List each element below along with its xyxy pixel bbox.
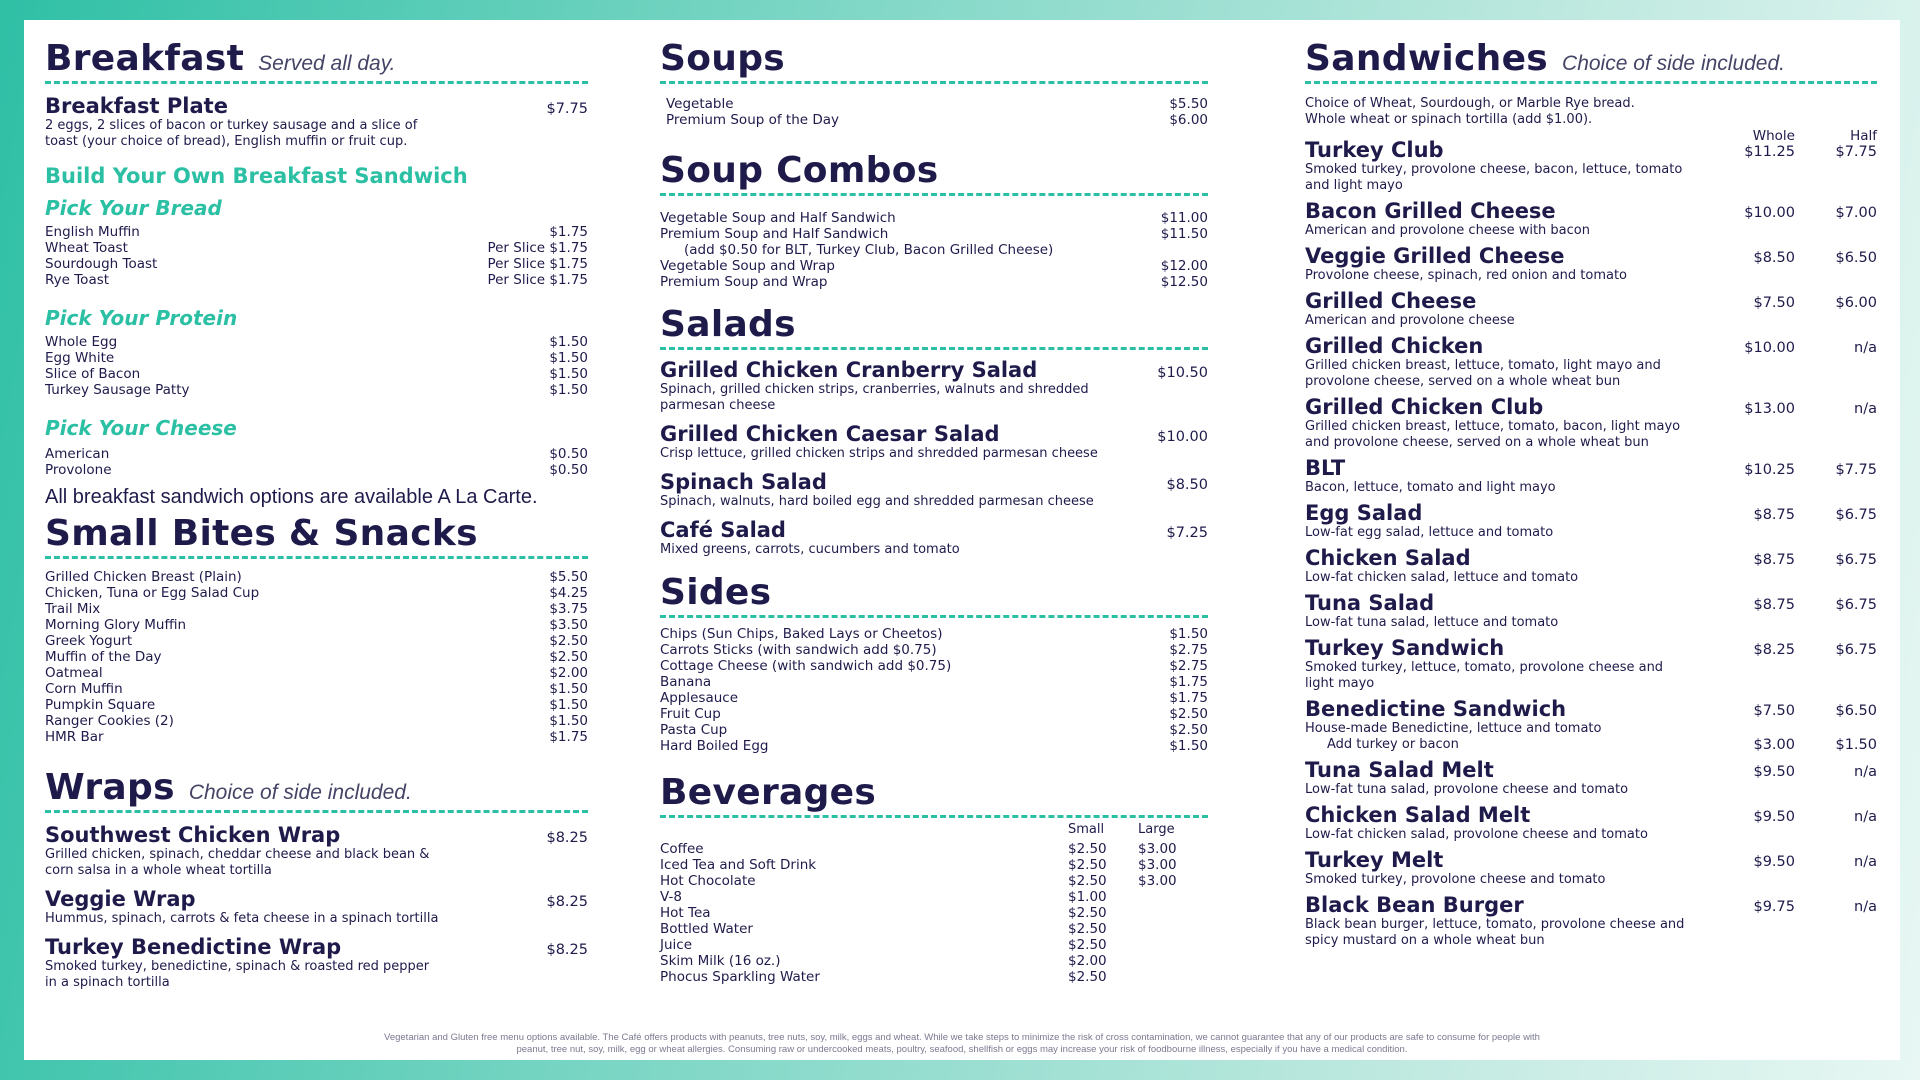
item-name: Chicken Salad [1305,546,1471,570]
sandwich-item [1305,546,1877,586]
section-subtitle: Choice of side included. [1562,52,1786,75]
item-description: Bacon, lettuce, tomato and light mayo [1305,480,1556,495]
item-name: Black Bean Burger [1305,893,1524,917]
whole-price: $10.25 [1744,462,1795,478]
a-la-carte-note: All breakfast sandwich options are available A La Carte. [45,486,538,508]
list-item: Premium Soup and Wrap $12.50 [660,274,1208,290]
item-description: Low-fat tuna salad, provolone cheese and tomato [1305,782,1629,797]
item-name: Grilled Chicken [1305,334,1484,358]
list-item: Sourdough Toast Per Slice $1.75 [45,256,588,272]
sandwich-item [1305,893,1877,949]
wrap-item: Veggie Wrap $8.25 Hummus, spinach, carrots & feta cheese in a spinach tortilla [45,887,588,926]
beverage-size-header: Small Large [1068,822,1175,837]
item-description: American and provolone cheese with bacon [1305,223,1590,238]
section-title: Beverages [660,772,877,813]
list-item: Vegetable $5.50 [666,96,1208,112]
item-name: BLT [1305,456,1346,480]
protein-list [45,334,588,398]
half-price: n/a [1854,764,1877,780]
list-item: Rye Toast Per Slice $1.75 [45,272,588,288]
whole-price: $8.75 [1753,597,1795,613]
list-item: Hard Boiled Egg $1.50 [660,738,1208,754]
section-title: Sandwiches [1305,38,1549,79]
section-title: Breakfast [45,38,245,79]
list-item: Iced Tea and Soft Drink $2.50 $3.00 [660,857,1177,873]
item-description: Low-fat egg salad, lettuce and tomato [1305,525,1554,540]
wrap-item: Southwest Chicken Wrap $8.25 Grilled chicken, spinach, cheddar cheese and black bean & corn salsa in a whole wheat tortilla [45,823,588,878]
sandwich-item [1305,758,1877,798]
item-description: Low-fat chicken salad, lettuce and tomato [1305,570,1579,585]
item-description: Smoked turkey, provolone cheese, bacon, lettuce, tomato and light mayo [1305,162,1683,193]
section-title: Soups [660,38,785,79]
list-item: Hot Tea $2.50 [660,905,1107,921]
sandwiches-header [1305,38,1877,84]
combos-list [660,210,1208,290]
whole-price: $8.25 [1753,642,1795,658]
list-item: American $0.50 [45,446,588,462]
half-price: n/a [1854,401,1877,417]
salad-item: Grilled Chicken Caesar Salad $10.00 Crisp lettuce, grilled chicken strips and shredded parmesan cheese [660,422,1208,461]
whole-price: $7.50 [1753,295,1795,311]
list-item: Ranger Cookies (2) $1.50 [45,713,588,729]
whole-price: $13.00 [1744,401,1795,417]
bread-title: Pick Your Bread [45,196,222,220]
list-item: Whole Egg $1.50 [45,334,588,350]
section-title: Soup Combos [660,150,939,191]
sandwich-item [1305,138,1877,194]
list-item: Carrots Sticks (with sandwich add $0.75) $2.75 [660,642,1208,658]
whole-price: $11.25 [1744,144,1795,160]
list-item: Greek Yogurt $2.50 [45,633,588,649]
item-description: Low-fat chicken salad, provolone cheese and tomato [1305,827,1648,842]
item-description: Grilled chicken breast, lettuce, tomato, light mayo and provolone cheese, served on a whole wheat bun [1305,358,1661,389]
half-price: $6.75 [1835,507,1877,523]
item-name: Veggie Grilled Cheese [1305,244,1565,268]
item-description: Black bean burger, lettuce, tomato, provolone cheese and spicy mustard on a whole wheat bun [1305,917,1685,948]
column-left [45,38,588,991]
half-price: n/a [1854,809,1877,825]
item-description: House-made Benedictine, lettuce and tomato [1305,721,1602,736]
section-title: Salads [660,304,796,345]
half-price: $7.75 [1835,144,1877,160]
item-name: Tuna Salad Melt [1305,758,1494,782]
list-item: Chicken, Tuna or Egg Salad Cup $4.25 [45,585,588,601]
soups-header [660,38,1208,84]
half-price: $6.75 [1835,642,1877,658]
list-item: Cottage Cheese (with sandwich add $0.75) $2.75 [660,658,1208,674]
bites-header [45,513,588,559]
sandwich-addon: Add turkey or bacon $3.00 $1.50 [1327,737,1877,753]
bread-list [45,224,588,288]
combos-header [660,150,1208,196]
breakfast-plate [45,94,588,150]
whole-price: $10.00 [1744,205,1795,221]
protein-title: Pick Your Protein [45,306,238,330]
sandwich-item [1305,591,1877,631]
item-name: Grilled Cheese [1305,289,1477,313]
half-price: $7.00 [1835,205,1877,221]
whole-price: $7.50 [1753,703,1795,719]
half-price: $6.75 [1835,597,1877,613]
item-name: Grilled Chicken Club [1305,395,1544,419]
list-item: Muffin of the Day $2.50 [45,649,588,665]
salads-header [660,304,1208,350]
list-item: Banana $1.75 [660,674,1208,690]
half-price: n/a [1854,854,1877,870]
list-item: Premium Soup of the Day $6.00 [666,112,1208,128]
item-name: Turkey Melt [1305,848,1444,872]
build-sandwich-title: Build Your Own Breakfast Sandwich [45,164,468,188]
sandwich-item [1305,244,1877,284]
list-item: Applesauce $1.75 [660,690,1208,706]
sandwich-item [1305,456,1877,496]
sandwich-list [1305,138,1877,949]
list-item: Chips (Sun Chips, Baked Lays or Cheetos) $1.50 [660,626,1208,642]
list-item: V-8 $1.00 [660,889,1107,905]
sandwich-item [1305,289,1877,329]
salad-item: Café Salad $7.25 Mixed greens, carrots, cucumbers and tomato [660,518,1208,557]
cheese-title: Pick Your Cheese [45,416,237,440]
list-item: Egg White $1.50 [45,350,588,366]
item-name: Breakfast Plate [45,94,228,118]
whole-price: $8.75 [1753,507,1795,523]
list-item: Phocus Sparkling Water $2.50 [660,969,1107,985]
whole-price: $8.75 [1753,552,1795,568]
column-middle [660,38,1208,985]
list-item: Trail Mix $3.75 [45,601,588,617]
sides-list [660,626,1208,754]
section-subtitle: Choice of side included. [188,781,412,804]
combo-note: (add $0.50 for BLT, Turkey Club, Bacon Grilled Cheese) [684,242,1054,258]
list-item: English Muffin $1.75 [45,224,588,240]
sandwich-item [1305,199,1877,239]
item-description: American and provolone cheese [1305,313,1515,328]
sandwich-item [1305,697,1877,737]
list-item: Slice of Bacon $1.50 [45,366,588,382]
half-price: n/a [1854,899,1877,915]
list-item: Oatmeal $2.00 [45,665,588,681]
sandwich-item [1305,501,1877,541]
list-item: Coffee $2.50 $3.00 [660,841,1177,857]
half-price: $7.75 [1835,462,1877,478]
breakfast-header [45,38,588,84]
bread-intro: Choice of Wheat, Sourdough, or Marble Rye bread. Whole wheat or spinach tortilla (add $1.00). [1305,96,1635,127]
list-item: Vegetable Soup and Wrap $12.00 [660,258,1208,274]
item-description: Provolone cheese, spinach, red onion and tomato [1305,268,1628,283]
soups-list [660,96,1208,128]
list-item: Fruit Cup $2.50 [660,706,1208,722]
salad-item: Grilled Chicken Cranberry Salad $10.50 Spinach, grilled chicken strips, cranberries, walnuts and shredded parmesan cheese [660,358,1208,413]
cheese-list [45,446,588,478]
section-subtitle: Served all day. [258,52,396,75]
item-description: Low-fat tuna salad, lettuce and tomato [1305,615,1559,630]
list-item: HMR Bar $1.75 [45,729,588,745]
list-item: Grilled Chicken Breast (Plain) $5.50 [45,569,588,585]
item-name: Chicken Salad Melt [1305,803,1531,827]
whole-price: $9.50 [1753,809,1795,825]
item-name: Tuna Salad [1305,591,1435,615]
half-price: $6.00 [1835,295,1877,311]
allergen-disclaimer: Vegetarian and Gluten free menu options available. The Café offers products with peanuts, tree nuts, soy, milk, eggs and wheat. While we take steps to minimize the risk of cross contamination, we cannot guarantee that any of our products are safe to consume for people with peanut, tree nut, soy, milk, egg or wheat allergies. Consuming raw or undercooked meats, poultry, seafood, shellfish or eggs may increase your risk of foodbourne illness, especially if you have a medical condition. [384,1032,1540,1055]
item-name: Benedictine Sandwich [1305,697,1567,721]
whole-price: $8.50 [1753,250,1795,266]
list-item: Morning Glory Muffin $3.50 [45,617,588,633]
item-name: Turkey Club [1305,138,1444,162]
whole-half-header: Whole Half [1752,128,1877,144]
sandwich-item [1305,636,1877,692]
whole-price: $9.50 [1753,854,1795,870]
beverages-header [660,772,1208,818]
item-name: Turkey Sandwich [1305,636,1505,660]
item-description: 2 eggs, 2 slices of bacon or turkey sausage and a slice of toast (your choice of bread), English muffin or fruit cup. [45,118,418,149]
sandwich-item [1305,803,1877,843]
whole-price: $9.75 [1753,899,1795,915]
item-description: Smoked turkey, provolone cheese and tomato [1305,872,1606,887]
list-item: Turkey Sausage Patty $1.50 [45,382,588,398]
list-item: Pumpkin Square $1.50 [45,697,588,713]
whole-price: $9.50 [1753,764,1795,780]
list-item: Premium Soup and Half Sandwich $11.50 [660,226,1208,242]
list-item: Provolone $0.50 [45,462,588,478]
column-right [1305,38,1877,949]
bites-list [45,569,588,745]
sandwich-item [1305,848,1877,888]
item-description: Smoked turkey, lettuce, tomato, provolone cheese and light mayo [1305,660,1664,691]
sides-header [660,572,1208,618]
wraps-header [45,767,588,813]
list-item: Juice $2.50 [660,937,1107,953]
menu-board [24,20,1900,1060]
list-item: Hot Chocolate $2.50 $3.00 [660,873,1177,889]
wrap-item: Turkey Benedictine Wrap $8.25 Smoked turkey, benedictine, spinach & roasted red pepper in a spinach tortilla [45,935,588,990]
half-price: $6.75 [1835,552,1877,568]
item-price: $7.75 [546,101,588,117]
list-item: Wheat Toast Per Slice $1.75 [45,240,588,256]
list-item: Pasta Cup $2.50 [660,722,1208,738]
section-title: Wraps [45,767,175,808]
half-price: $6.50 [1835,250,1877,266]
section-title: Small Bites & Snacks [45,513,478,554]
item-description: Grilled chicken breast, lettuce, tomato, bacon, light mayo and provolone cheese, served on a whole wheat bun [1305,419,1681,450]
beverages-list [660,841,1208,985]
salad-item: Spinach Salad $8.50 Spinach, walnuts, hard boiled egg and shredded parmesan cheese [660,470,1208,509]
section-title: Sides [660,572,772,613]
whole-price: $10.00 [1744,340,1795,356]
item-name: Egg Salad [1305,501,1423,525]
list-item: Bottled Water $2.50 [660,921,1107,937]
list-item: Vegetable Soup and Half Sandwich $11.00 [660,210,1208,226]
half-price: $6.50 [1835,703,1877,719]
list-item: Skim Milk (16 oz.) $2.00 [660,953,1107,969]
list-item: Corn Muffin $1.50 [45,681,588,697]
sandwich-item [1305,334,1877,390]
sandwich-item [1305,395,1877,451]
half-price: n/a [1854,340,1877,356]
item-name: Bacon Grilled Cheese [1305,199,1556,223]
